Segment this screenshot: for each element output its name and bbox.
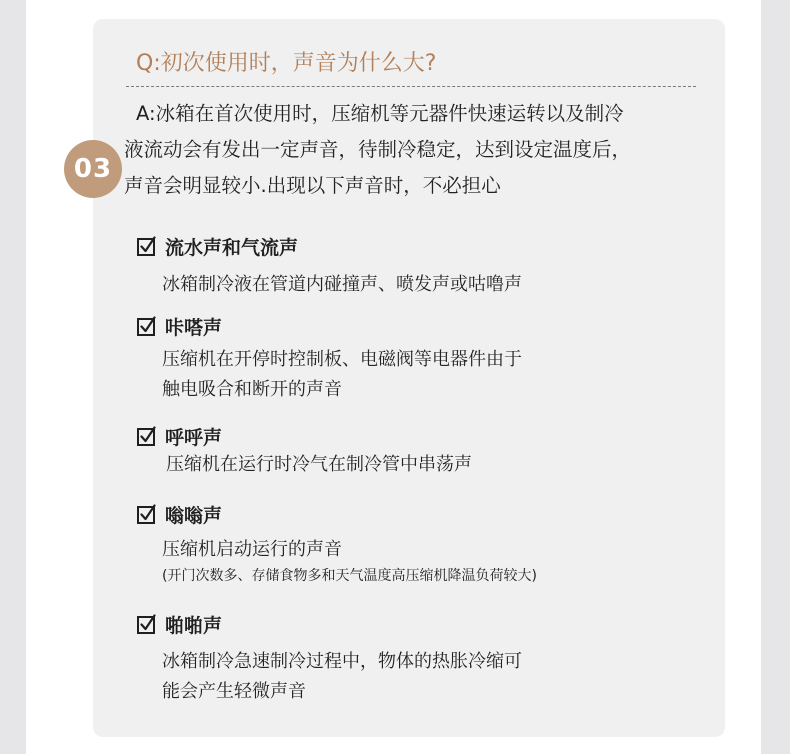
sound-item-click: [137, 314, 222, 338]
sound-item-desc: 触电吸合和断开的声音: [162, 379, 342, 400]
sound-item-crack: [137, 612, 222, 636]
sound-item-desc: 能会产生轻微声音: [162, 681, 306, 702]
dashed-divider: [126, 86, 696, 87]
sound-item-desc: 冰箱制冷急速制冷过程中，物体的热胀冷缩可: [162, 651, 522, 672]
answer-line: 液流动会有发出一定声音，待制冷稳定，达到设定温度后，: [124, 138, 632, 161]
sound-item-desc: 压缩机在运行时冷气在制冷管中串荡声: [166, 454, 472, 475]
sound-item-desc: 冰箱制冷液在管道内碰撞声、喷发声或咕噜声: [162, 274, 522, 295]
sound-item-note: (开门次数多、存储食物多和天气温度高压缩机降温负荷较大): [162, 568, 537, 584]
checkbox-checked-icon: [137, 504, 157, 524]
sound-item-desc: 压缩机启动运行的声音: [162, 539, 342, 560]
sound-item-whoosh: [137, 424, 222, 448]
step-number-badge: 03: [64, 140, 122, 198]
checkbox-checked-icon: [137, 614, 157, 634]
sound-item-flow: [137, 234, 298, 258]
sound-item-title: 咔嗒声: [165, 316, 223, 339]
answer-text: [124, 96, 704, 204]
sound-item-desc: 压缩机在开停时控制板、电磁阀等电器件由于: [162, 349, 522, 370]
question-title: Q:初次使用时，声音为什么大?: [136, 51, 437, 76]
answer-line: 声音会明显较小.出现以下声音时，不必担心: [124, 174, 501, 197]
checkbox-checked-icon: [137, 426, 157, 446]
sound-item-title: 嗡嗡声: [165, 504, 223, 527]
sound-item-title: 啪啪声: [165, 614, 223, 637]
checkbox-checked-icon: [137, 316, 157, 336]
answer-line: A:冰箱在首次使用时，压缩机等元器件快速运转以及制冷: [136, 102, 624, 125]
sound-item-hum: [137, 502, 222, 526]
sound-item-title: 流水声和气流声: [165, 236, 299, 259]
checkbox-checked-icon: [137, 236, 157, 256]
sound-item-title: 呼呼声: [165, 426, 223, 449]
